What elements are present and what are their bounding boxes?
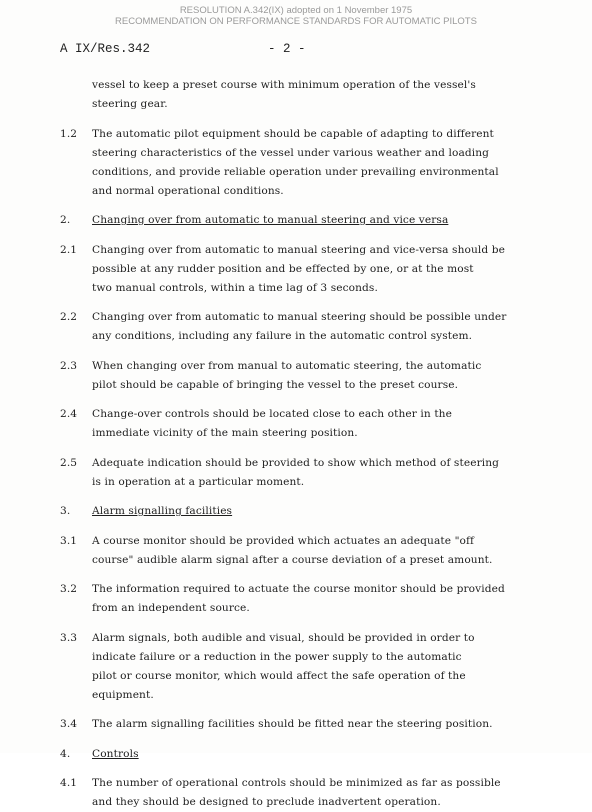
paragraph-number: 2.	[60, 214, 71, 226]
resolution-banner	[0, 5, 592, 27]
text-line: course" audible alarm signal after a course deviation of a preset amount.	[92, 553, 493, 566]
paragraph-number: 2.2	[60, 311, 78, 323]
paragraph-text	[92, 211, 562, 230]
paragraph-number: 3.2	[60, 583, 78, 595]
text-line: Controls	[92, 747, 139, 760]
paragraph-text	[92, 580, 562, 618]
text-line: Adequate indication should be provided to show which method of steering	[92, 456, 500, 469]
text-line: When changing over from manual to automatic steering, the automatic	[92, 359, 482, 372]
paragraph-number: 2.5	[60, 456, 78, 469]
paragraph-number: 2.4	[60, 408, 78, 420]
text-line: is in operation at a particular moment.	[92, 475, 305, 488]
paragraph-text	[92, 357, 562, 395]
text-line: Changing over from automatic to manual steering and vice versa	[92, 214, 449, 226]
paragraph-number: 2.1	[60, 243, 78, 256]
text-line: and they should be designed to preclude inadvertent operation.	[92, 796, 441, 808]
page-number: - 2 -	[268, 42, 306, 56]
text-line: indicate failure or a reduction in the power supply to the automatic	[92, 650, 462, 663]
banner-line-2: RECOMMENDATION ON PERFORMANCE STANDARDS FOR AUTOMATIC PILOTS	[115, 16, 477, 27]
text-line: The alarm signalling facilities should be fitted near the steering position.	[92, 718, 493, 730]
paragraph-text	[92, 715, 562, 734]
banner-line-1: RESOLUTION A.342(IX) adopted on 1 November 1975	[179, 5, 413, 16]
paragraph-text	[92, 454, 562, 492]
paragraph-number: 3.	[60, 505, 71, 517]
text-line: and normal operational conditions.	[92, 184, 284, 197]
paragraph-number: 4.1	[60, 777, 78, 789]
text-line: The automatic pilot equipment should be capable of adapting to different	[92, 127, 494, 140]
paragraph-number: 3.3	[60, 631, 78, 644]
paragraph-text	[92, 308, 562, 346]
text-line: steering gear.	[92, 98, 168, 110]
paragraph-text	[92, 502, 562, 521]
text-line: immediate vicinity of the main steering position.	[92, 427, 358, 439]
paragraph-text	[92, 76, 562, 114]
paragraph-text	[92, 774, 562, 812]
paragraph-number: 1.2	[60, 127, 78, 140]
paragraph-text	[92, 125, 562, 201]
text-line: Alarm signals, both audible and visual, should be provided in order to	[92, 631, 475, 644]
text-line: Change-over controls should be located close to each other in the	[92, 408, 452, 420]
text-line: steering characteristics of the vessel under various weather and loading	[92, 146, 490, 159]
text-line: The number of operational controls should be minimized as far as possible	[92, 777, 501, 789]
paragraph-text	[92, 405, 562, 443]
text-line: Changing over from automatic to manual steering and vice-versa should be	[92, 243, 505, 256]
text-line: A course monitor should be provided which actuates an adequate "off	[92, 534, 475, 547]
document-reference: A IX/Res.342	[60, 42, 151, 56]
paragraph-number: 2.3	[60, 359, 78, 372]
text-line: any conditions, including any failure in the automatic control system.	[92, 330, 473, 342]
text-line: from an independent source.	[92, 602, 250, 614]
paragraph-text	[92, 745, 562, 764]
text-line: conditions, and provide reliable operation under prevailing environmental	[92, 165, 499, 178]
text-line: vessel to keep a preset course with minimum operation of the vessel's	[92, 79, 476, 91]
paragraph-text	[92, 629, 562, 705]
text-line: pilot should be capable of bringing the vessel to the preset course.	[92, 378, 459, 391]
text-line: The information required to actuate the course monitor should be provided	[92, 583, 505, 595]
text-line: pilot or course monitor, which would affect the safe operation of the	[92, 669, 466, 682]
text-line: equipment.	[92, 688, 154, 701]
text-line: possible at any rudder position and be effected by one, or at the most	[92, 262, 474, 275]
paragraph-text	[92, 532, 562, 570]
paragraph-text	[92, 241, 562, 298]
text-line: two manual controls, within a time lag of 3 seconds.	[92, 281, 378, 294]
text-line: Changing over from automatic to manual steering should be possible under	[92, 311, 507, 323]
text-line: Alarm signalling facilities	[92, 505, 233, 517]
paragraph-number: 3.4	[60, 718, 78, 730]
paragraph-number: 4.	[60, 747, 71, 760]
paragraph-number: 3.1	[60, 534, 78, 547]
